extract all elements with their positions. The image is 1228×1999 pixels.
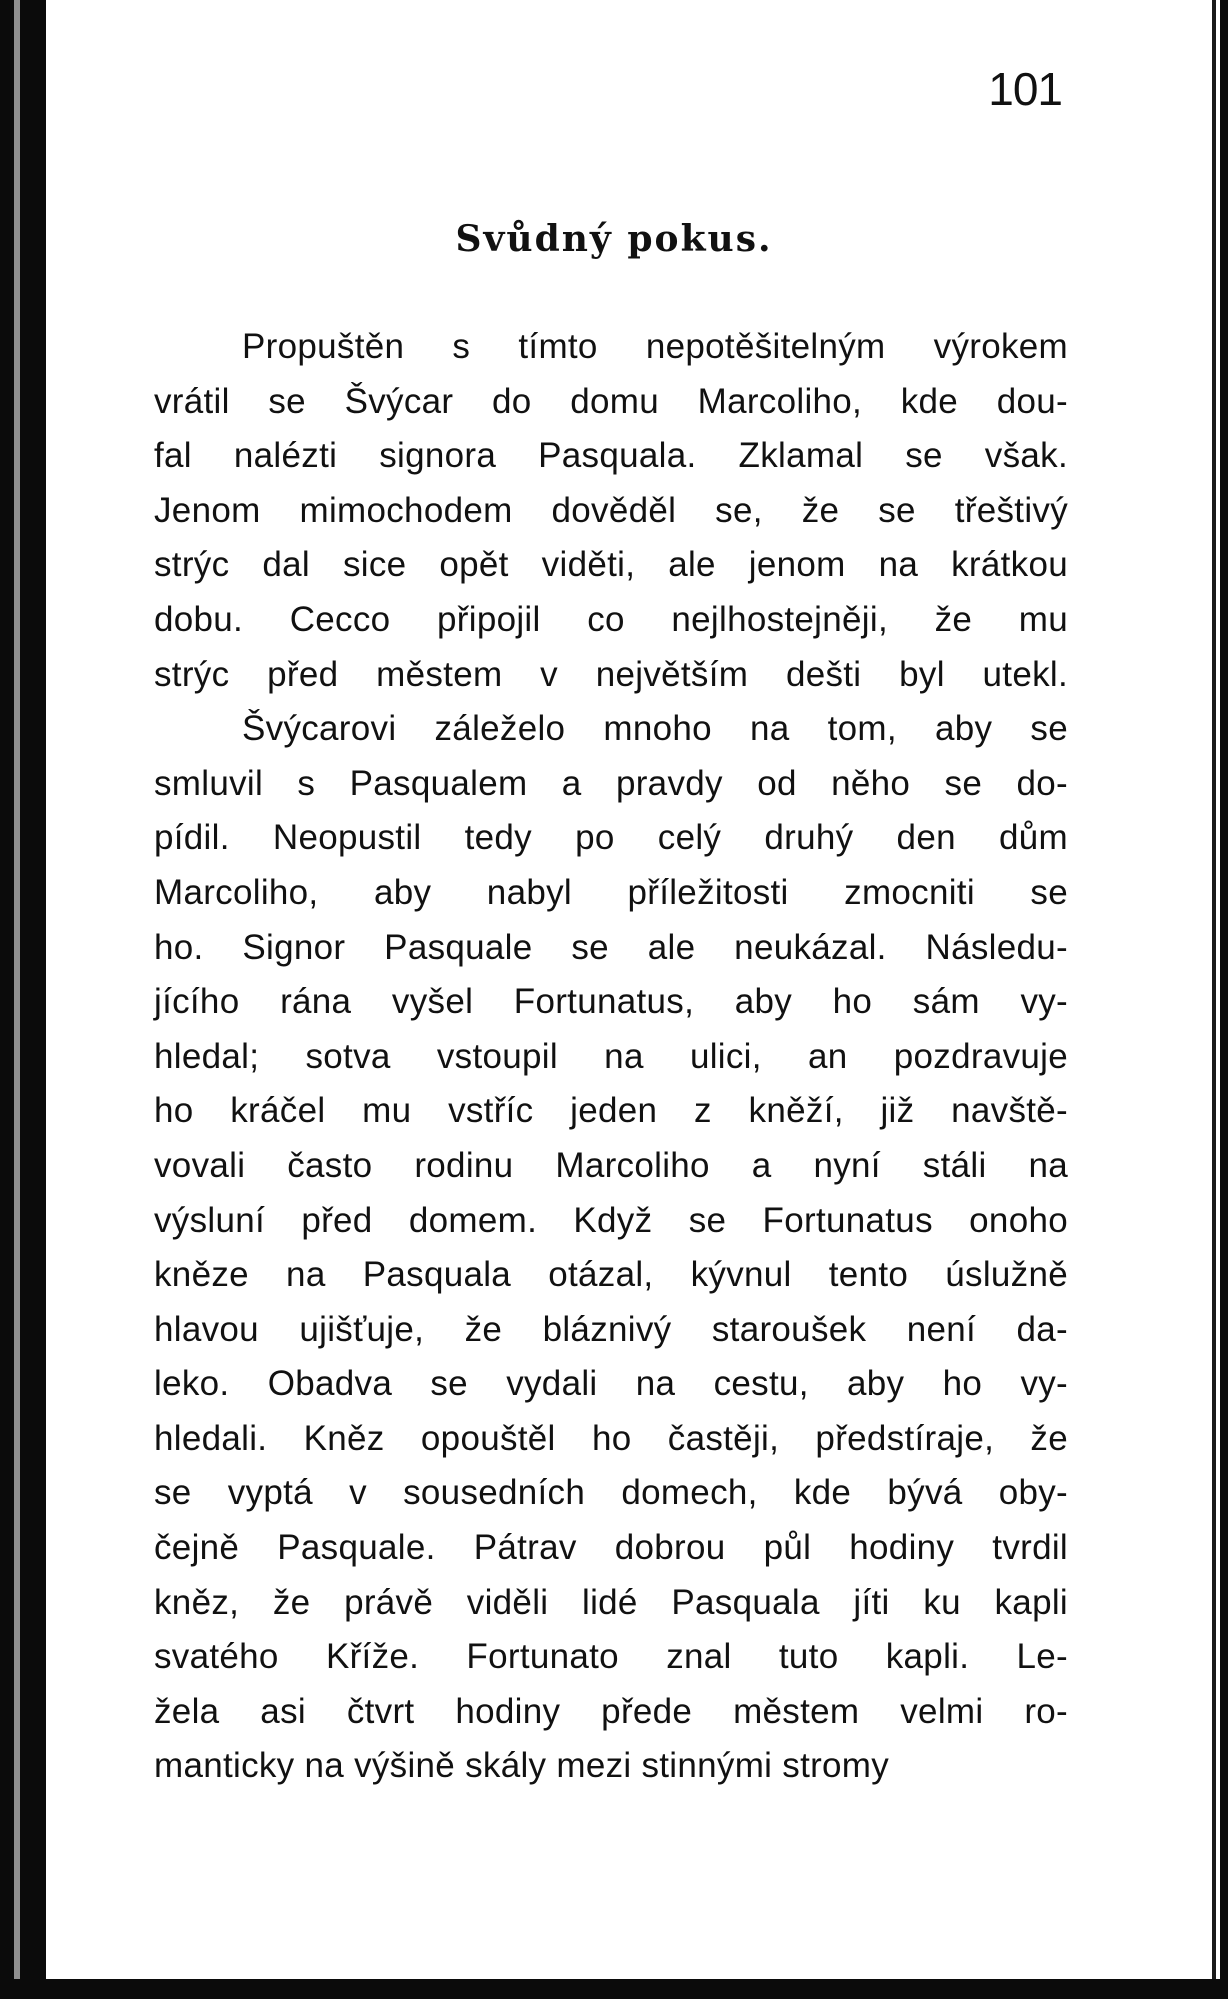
text-line: leko. Obadva se vydali na cestu, aby ho vy-: [154, 1364, 1068, 1404]
text-line: Jenom mimochodem dověděl se, že se třeštivý: [154, 490, 1068, 530]
binding-gutter: [0, 0, 46, 1999]
text-line: kněze na Pasquala otázal, kývnul tento úslužně: [154, 1255, 1068, 1295]
text-line: se vyptá v sousedních domech, kde bývá oby-: [154, 1473, 1068, 1513]
text-line: jícího rána vyšel Fortunatus, aby ho sám vy-: [154, 982, 1068, 1022]
text-line: strýc před městem v největším dešti byl utekl.: [154, 654, 1068, 694]
text-line: kněz, že právě viděli lidé Pasquala jíti ku kapli: [154, 1582, 1068, 1622]
text-line: dobu. Cecco připojil co nejlhostejněji, že mu: [154, 599, 1068, 639]
text-line: vovali často rodinu Marcoliho a nyní stáli na: [154, 1145, 1068, 1185]
text-line: hlavou ujišťuje, že bláznivý staroušek není da-: [154, 1309, 1068, 1349]
text-line: strýc dal sice opět viděti, ale jenom na krátkou: [154, 545, 1068, 585]
text-line: výsluní před domem. Když se Fortunatus onoho: [154, 1200, 1068, 1240]
text-line: manticky na výšině skály mezi stinnými stromy: [154, 1746, 890, 1786]
text-line: svatého Kříže. Fortunato znal tuto kapli. Le-: [154, 1637, 1068, 1677]
text-line: pídil. Neopustil tedy po celý druhý den dům: [154, 818, 1068, 858]
text-line: Švýcarovi záleželo mnoho na tom, aby se: [242, 709, 1068, 749]
text-line: Propuštěn s tímto nepotěšitelným výrokem: [242, 327, 1068, 366]
binding-gutter-highlight: [14, 0, 20, 1999]
page-number: 101: [988, 63, 1062, 115]
page-right-edge-line: [1212, 0, 1216, 1999]
text-line: Marcoliho, aby nabyl příležitosti zmocniti se: [154, 872, 1068, 912]
text-line: žela asi čtvrt hodiny přede městem velmi ro-: [154, 1691, 1068, 1731]
text-line: ho kráčel mu vstříc jeden z kněží, již navště-: [154, 1091, 1068, 1131]
page-right-edge: [1220, 0, 1228, 1999]
text-line: hledal; sotva vstoupil na ulici, an pozdravuje: [154, 1036, 1068, 1076]
text-line: ho. Signor Pasquale se ale neukázal. Následu-: [154, 927, 1068, 967]
text-line: smluvil s Pasqualem a pravdy od něho se do-: [154, 763, 1068, 803]
text-line: vrátil se Švýcar do domu Marcoliho, kde dou-: [154, 381, 1068, 421]
text-line: hledali. Kněz opouštěl ho častěji, předstíraje, že: [154, 1418, 1068, 1458]
text-line: fal nalézti signora Pasquala. Zklamal se však.: [154, 436, 1068, 476]
text-line: čejně Pasquale. Pátrav dobrou půl hodiny tvrdil: [154, 1528, 1068, 1568]
body-paragraph: [154, 320, 1068, 1794]
chapter-title: Svůdný pokus.: [455, 218, 773, 260]
page-bottom-edge: [0, 1979, 1228, 1999]
